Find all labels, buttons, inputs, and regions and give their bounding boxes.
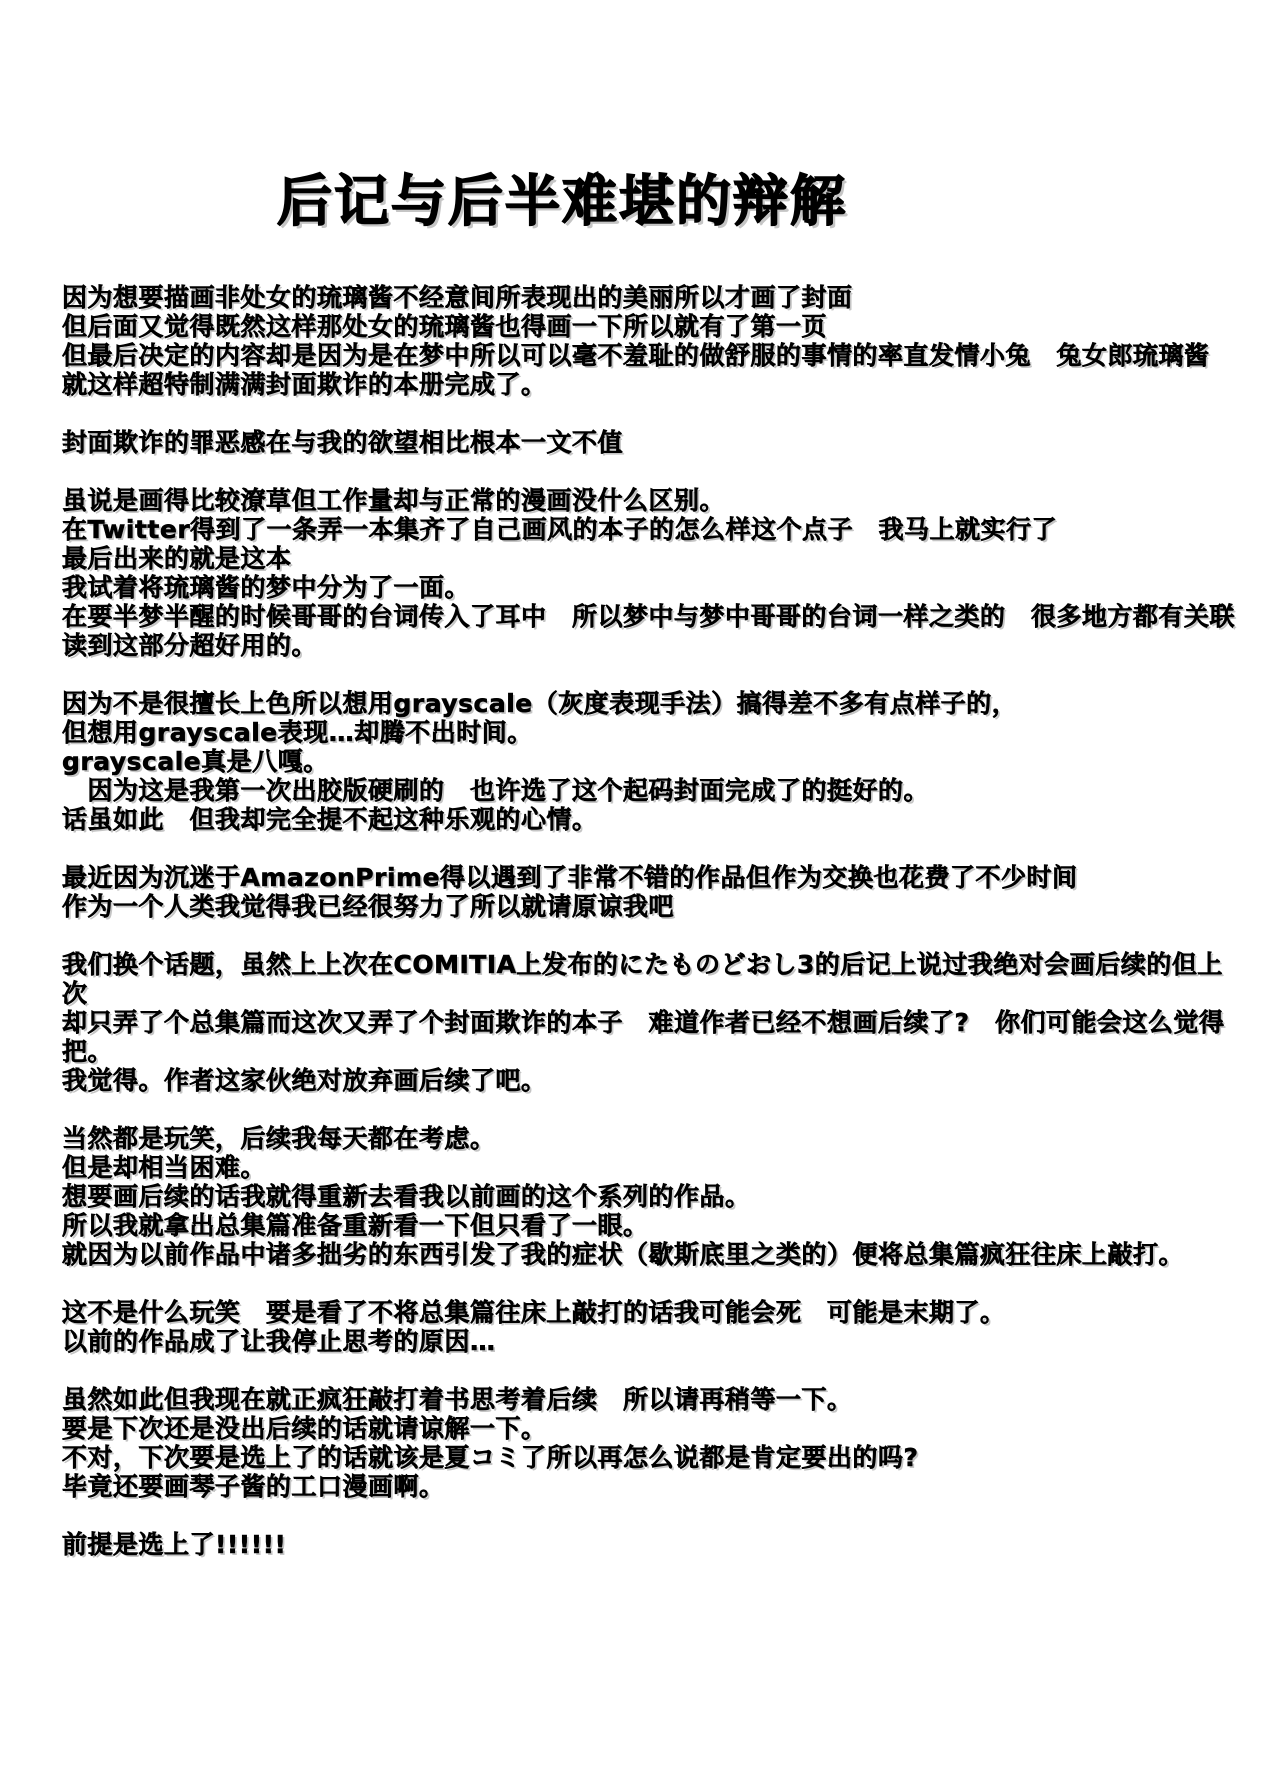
text-line: 虽说是画得比较潦草但工作量却与正常的漫画没什么区别。 — [62, 486, 726, 516]
paragraph — [62, 689, 1240, 834]
text-line: 我试着将琉璃酱的梦中分为了一面。 — [62, 573, 471, 603]
text-line: 因为不是很擅长上色所以想用grayscale（灰度表现手法）搞得差不多有点样子的， — [62, 689, 1018, 719]
text-line: 因为想要描画非处女的琉璃酱不经意间所表现出的美丽所以才画了封面 — [62, 283, 853, 313]
paragraph — [62, 283, 1240, 399]
text-line: 我们换个话题，虽然上上次在COMITIA上发布的にたものどおし3的后记上说过我绝对会画后续的但上次 — [62, 950, 1223, 1009]
text-line: 毕竟还要画琴子酱的工口漫画啊。 — [62, 1472, 445, 1502]
text-line: 封面欺诈的罪恶感在与我的欲望相比根本一文不值 — [62, 428, 624, 458]
text-line: 要是下次还是没出后续的话就请谅解一下。 — [62, 1414, 547, 1444]
text-line: 在要半梦半醒的时候哥哥的台词传入了耳中 所以梦中与梦中哥哥的台词一样之类的 很多地方都有关联 — [62, 602, 1236, 632]
paragraph — [62, 486, 1240, 660]
text-line: 但想用grayscale表现…却腾不出时间。 — [62, 718, 533, 748]
text-line: 就这样超特制满满封面欺诈的本册完成了。 — [62, 370, 547, 400]
text-line: 虽然如此但我现在就正疯狂敲打着书思考着后续 所以请再稍等一下。 — [62, 1385, 853, 1415]
paragraph — [62, 1385, 1240, 1501]
text-line: 但后面又觉得既然这样那处女的琉璃酱也得画一下所以就有了第一页 — [62, 312, 828, 342]
text-line: 却只弄了个总集篇而这次又弄了个封面欺诈的本子 难道作者已经不想画后续了? 你们可能会这么觉得把。 — [62, 1008, 1225, 1067]
text-line: 当然都是玩笑，后续我每天都在考虑。 — [62, 1124, 496, 1154]
paragraph — [62, 1298, 1240, 1356]
text-line: 不对，下次要是选上了的话就该是夏コミ了所以再怎么说都是肯定要出的吗? — [62, 1443, 919, 1473]
text-line: 在Twitter得到了一条弄一本集齐了自己画风的本子的怎么样这个点子 我马上就实行了 — [62, 515, 1058, 545]
text-line: 但最后决定的内容却是因为是在梦中所以可以毫不羞耻的做舒服的事情的率直发情小兔 兔女郎琉璃酱 — [62, 341, 1210, 371]
text-line: 想要画后续的话我就得重新去看我以前画的这个系列的作品。 — [62, 1182, 751, 1212]
text-line: 但是却相当困难。 — [62, 1153, 267, 1183]
afterword-body — [0, 283, 1280, 1559]
paragraph — [62, 1530, 1240, 1559]
paragraph — [62, 1124, 1240, 1269]
page-title: 后记与后半难堪的辩解 — [276, 169, 847, 233]
text-line: 因为这是我第一次出胶版硬刷的 也许选了这个起码封面完成了的挺好的。 — [62, 776, 930, 806]
text-line: 前提是选上了!!!!!! — [62, 1530, 287, 1560]
paragraph — [62, 950, 1240, 1095]
text-line: 话虽如此 但我却完全提不起这种乐观的心情。 — [62, 805, 598, 835]
text-line: 我觉得。作者这家伙绝对放弃画后续了吧。 — [62, 1066, 547, 1096]
text-line: 就因为以前作品中诸多拙劣的东西引发了我的症状（歇斯底里之类的）便将总集篇疯狂往床上敲打。 — [62, 1240, 1185, 1270]
text-line: grayscale真是八嘎。 — [62, 747, 329, 777]
text-line: 最近因为沉迷于AmazonPrime得以遇到了非常不错的作品但作为交换也花费了不少时间 — [62, 863, 1078, 893]
text-line: 所以我就拿出总集篇准备重新看一下但只看了一眼。 — [62, 1211, 649, 1241]
text-line: 读到这部分超好用的。 — [62, 631, 318, 661]
paragraph — [62, 428, 1240, 457]
text-line: 最后出来的就是这本 — [62, 544, 292, 574]
text-line: 作为一个人类我觉得我已经很努力了所以就请原谅我吧 — [62, 892, 675, 922]
text-line: 以前的作品成了让我停止思考的原因… — [62, 1327, 496, 1357]
paragraph — [62, 863, 1240, 921]
text-line: 这不是什么玩笑 要是看了不将总集篇往床上敲打的话我可能会死 可能是末期了。 — [62, 1298, 1006, 1328]
